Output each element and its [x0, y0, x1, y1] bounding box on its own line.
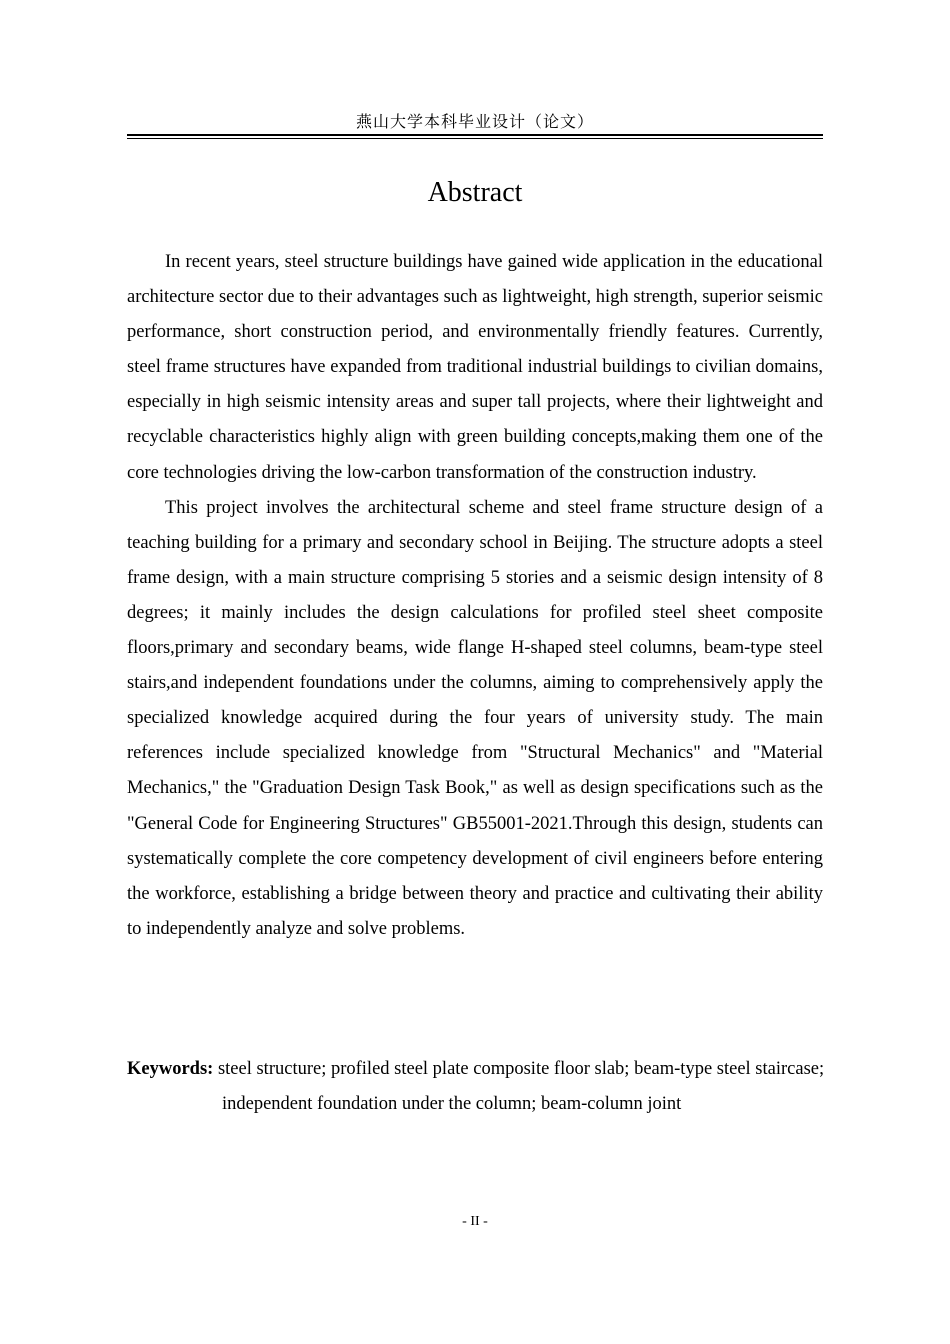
running-header: 燕山大学本科毕业设计（论文） [355, 114, 594, 131]
header-rule-thick [127, 134, 823, 136]
keywords-label: Keywords: [127, 1059, 214, 1079]
abstract-body [127, 245, 823, 947]
abstract-paragraph-2: This project involves the architectural scheme and steel frame structure design of a teaching building for a primary and secondary school in Beijing. The structure adopts a steel frame design, with a main structure comprising 5 stories and a seismic design intensity of 8 degrees; it mainly includes the design calculations for profiled steel sheet composite floors,primary and secondary beams, wide flange H-shaped steel columns, beam-type steel stairs,and independent foundations under the columns, aiming to comprehensively apply the specialized knowledge acquired during the four years of university study. The main references include specialized knowledge from "Structural Mechanics" and "Material Mechanics," the "Graduation Design Task Book," as well as design specifications such as the "General Code for Engineering Structures" GB55001-2021.Through this design, students can systematically complete the core competency development of civil engineers before entering the workforce, establishing a bridge between theory and practice and cultivating their ability to independently analyze and solve problems. [127, 497, 823, 939]
page-number: - II - [462, 1214, 488, 1229]
page-title: Abstract [427, 177, 523, 208]
keywords-block [127, 1052, 882, 1122]
abstract-paragraph-1: In recent years, steel structure buildings have gained wide application in the educational architecture sector due to their advantages such as lightweight, high strength, superior seismic performance, short construction period, and environmentally friendly features. Currently, steel frame structures have expanded from traditional industrial buildings to civilian domains, especially in high seismic intensity areas and super tall projects, where their lightweight and recyclable characteristics highly align with green building concepts,making them one of the core technologies driving the low-carbon transformation of the construction industry. [127, 252, 823, 483]
header-rule-thin [127, 138, 823, 139]
keywords-text: steel structure; profiled steel plate composite floor slab; beam-type steel staircase; independent foundation under the column; beam-column joint [217, 1059, 825, 1114]
